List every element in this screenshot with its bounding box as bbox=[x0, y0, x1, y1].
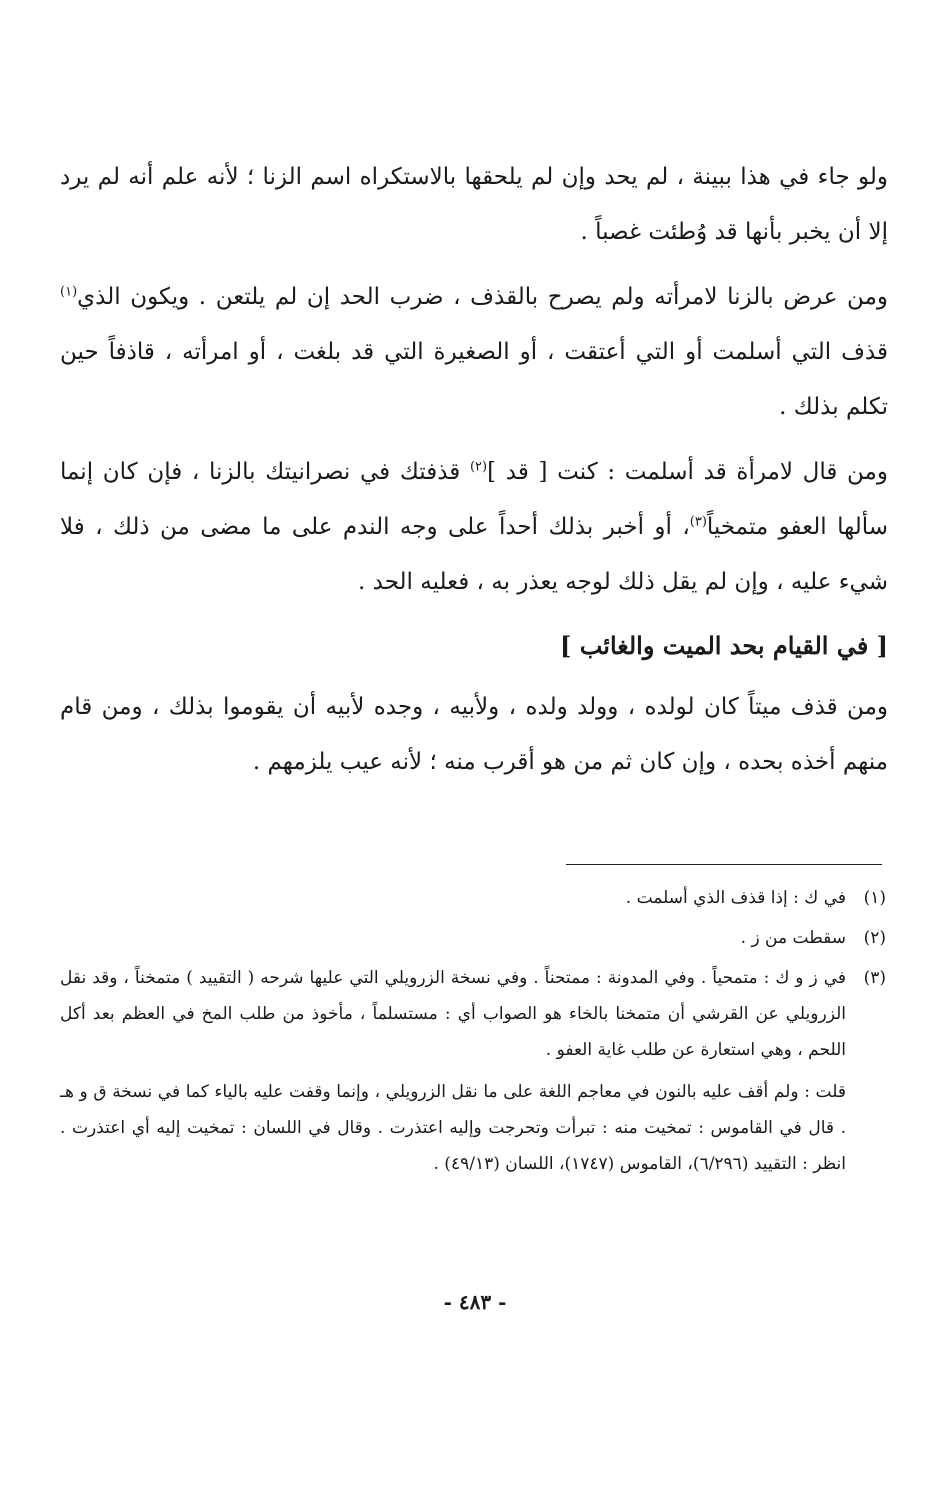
paragraph-text: ومن قذف ميتاً كان لولده ، وولد ولده ، ولأبيه ، وجده لأبيه أن يقوموا بذلك ، ومن قام منهم أخذه بحده ، وإن كان ثم من هو أقرب منه ؛ لأنه عيب يلزمهم . bbox=[60, 694, 888, 775]
footnote-text: سقطت من ز . bbox=[740, 928, 846, 948]
paragraph-text: ولو جاء في هذا ببينة ، لم يحد وإن لم يلحقها بالاستكراه اسم الزنا ؛ لأنه علم أنه لم يرد إلا أن يخبر بأنها قد وُطئت غصباً . bbox=[60, 164, 888, 245]
page-number: - ٤٨٣ - bbox=[443, 1290, 507, 1314]
paragraph-text-part: قذف التي أسلمت أو التي أعتقت ، أو الصغيرة التي قد بلغت ، أو امرأته ، قاذفاً حين تكلم بذلك . bbox=[60, 339, 888, 420]
paragraph-insinuation bbox=[60, 270, 888, 435]
paragraph-testimony bbox=[60, 150, 888, 260]
footnote-number: (٣) bbox=[863, 968, 886, 988]
footnote-ref-2: (٢) bbox=[469, 459, 488, 475]
section-heading: [ في القيام بحد الميت والغائب ] bbox=[560, 631, 888, 660]
paragraph-text-part: ، أو أخبر بذلك أحداً على وجه الندم على ما مضى من ذلك ، فلا شيء عليه ، وإن لم يقل ذلك لوجه يعذر به ، فعليه الحد . bbox=[60, 514, 888, 595]
footnote-number: (١) bbox=[863, 888, 886, 908]
paragraph-text-part: ومن قال لامرأة قد أسلمت : كنت [ قد ] bbox=[487, 459, 888, 485]
footnotes-section bbox=[60, 880, 886, 1182]
footnote-2 bbox=[60, 920, 886, 956]
footnote-3 bbox=[60, 960, 886, 1068]
footnote-number: (٢) bbox=[863, 928, 886, 948]
paragraph-text-part: قذفتك في نصرانيتك بالزنا ، فإن كان إنما سألها العفو متمخياً bbox=[60, 459, 888, 540]
paragraph-text-part: ومن عرض بالزنا لامرأته ولم يصرح بالقذف ، ضرب الحد إن لم يلتعن . ويكون الذي bbox=[77, 284, 888, 310]
footnote-editor-note: قلت : ولم أقف عليه بالنون في معاجم اللغة على ما نقل الزرويلي ، وإنما وقفت عليه بالياء كما في نسخة ق و هـ . قال في القاموس : تمخيت منه : تبرأت وتحرجت وإليه اعتذرت . وقال في اللسان : تمخيت إليه أي اعتذرت . انظر : التقييد (٦/٢٩٦)، القاموس (١٧٤٧)، اللسان (٤٩/١٣) . bbox=[60, 1082, 846, 1174]
footnote-text: في ك : إذا قذف الذي أسلمت . bbox=[625, 888, 846, 908]
footnote-separator bbox=[566, 864, 882, 865]
paragraph-deceased bbox=[60, 680, 888, 790]
main-text bbox=[60, 150, 888, 800]
footnote-1 bbox=[60, 880, 886, 916]
footnote-ref-1: (١) bbox=[60, 284, 78, 300]
footnote-ref-3: (٣) bbox=[689, 514, 707, 530]
paragraph-convert bbox=[60, 445, 888, 610]
footnote-text: في ز و ك : متمحياً . وفي المدونة : ممتحناً . وفي نسخة الزرويلي التي عليها شرحه ( التقييد ) متمخناً ، وقد نقل الزرويلي عن القرشي أن متمخنا بالخاء هو الصواب أي : مستسلماً ، مأخوذ من طلب المخ في العظم بعد أكل اللحم ، وهي استعارة عن طلب غاية العفو . bbox=[60, 968, 846, 1060]
